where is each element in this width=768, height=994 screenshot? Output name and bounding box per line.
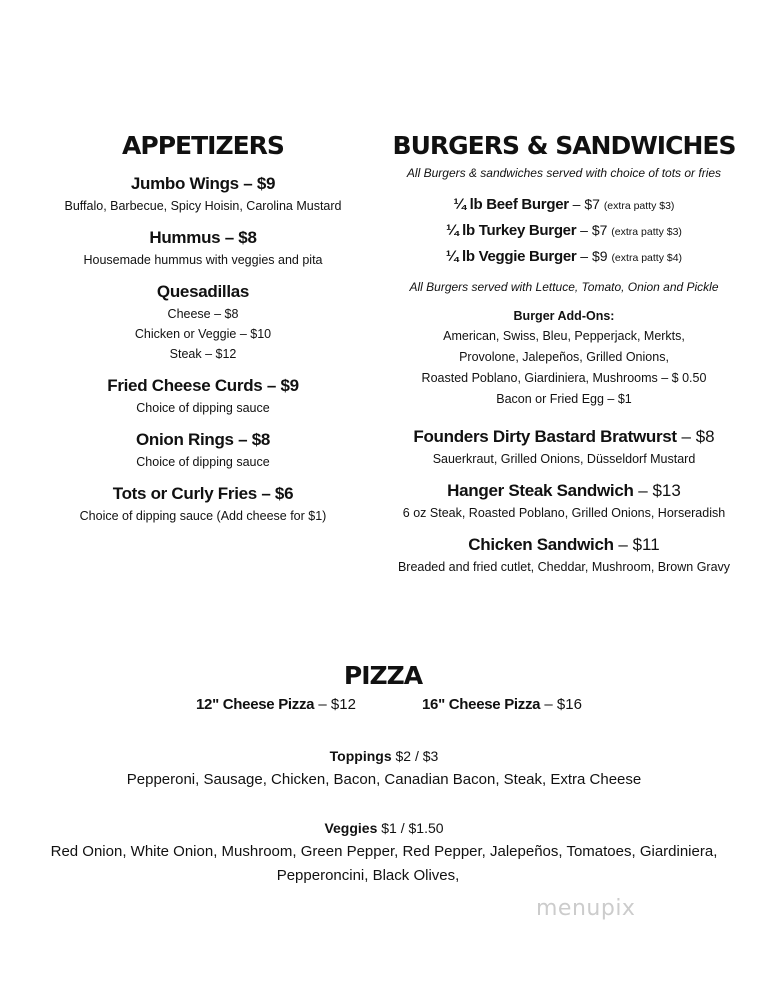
item-title: Chicken Sandwich [468, 535, 614, 554]
item-desc: Choice of dipping sauce (Add cheese for $1) [79, 509, 327, 523]
item-desc: Breaded and fried cutlet, Cheddar, Mushroom, Brown Gravy [397, 560, 731, 574]
burger-name: ¼ lb Turkey Burger [446, 222, 577, 239]
toppings-list: Pepperoni, Sausage, Chicken, Bacon, Canadian Bacon, Steak, Extra Cheese [126, 771, 642, 788]
menu-item-chicken-sandwich [388, 532, 740, 576]
addons-line: Provolone, Jalepeños, Grilled Onions, [459, 350, 669, 364]
menu-item-bratwurst [388, 424, 740, 468]
pizza-sizes [0, 696, 768, 722]
veggies-price: $1 / $1.50 [377, 820, 444, 836]
menu-item-hummus [18, 226, 388, 270]
burgers-served-note: All Burgers served with Lettuce, Tomato, Onion and Pickle [409, 280, 719, 294]
watermark-logo: menupix [536, 896, 636, 921]
menu-item-fried-cheese-curds [18, 374, 388, 418]
item-desc: 6 oz Steak, Roasted Poblano, Grilled Onions, Horseradish [402, 506, 726, 520]
pizza-section [0, 656, 768, 888]
pizza-size-price: – $12 [314, 696, 356, 713]
item-title: Founders Dirty Bastard Bratwurst [413, 427, 677, 446]
menu-item-tots-or-fries [18, 482, 388, 526]
item-title: Hummus – $8 [149, 228, 257, 247]
item-desc: Chicken or Veggie – $10 [134, 327, 272, 341]
item-price: – $11 [613, 535, 660, 554]
item-desc: Sauerkraut, Grilled Onions, Düsseldorf Mustard [432, 452, 696, 466]
burger-row-turkey [388, 218, 740, 244]
item-title: Fried Cheese Curds – $9 [107, 376, 299, 395]
addons-line: Roasted Poblano, Giardiniera, Mushrooms – $ 0.50 [421, 371, 707, 385]
item-title: Jumbo Wings – $9 [130, 174, 276, 193]
burger-extra: (extra patty $3) [603, 200, 675, 212]
burger-row-veggie [388, 244, 740, 270]
item-desc: Choice of dipping sauce [136, 401, 270, 415]
addons-title: Burger Add-Ons: [513, 309, 615, 323]
pizza-size-16 [422, 696, 582, 713]
menu-item-quesadillas [18, 280, 388, 364]
item-title: Tots or Curly Fries – $6 [112, 484, 294, 503]
pizza-size-name: 16" Cheese Pizza [422, 696, 541, 713]
burger-price: – $7 [568, 196, 600, 212]
veggies-label: Veggies [324, 820, 378, 836]
appetizers-section [18, 128, 388, 536]
item-title: Hanger Steak Sandwich [447, 481, 634, 500]
burgers-section [388, 128, 740, 586]
veggies-list-line2: Pepperoncini, Black Olives, [276, 867, 460, 884]
burgers-title: BURGERS & SANDWICHES [392, 131, 736, 160]
burgers-sides-note: All Burgers & sandwiches served with choice of tots or fries [406, 166, 722, 180]
item-desc: Buffalo, Barbecue, Spicy Hoisin, Carolina Mustard [64, 199, 342, 213]
item-title: Onion Rings – $8 [135, 430, 271, 449]
pizza-veggies [0, 816, 768, 888]
burger-extra: (extra patty $4) [611, 252, 683, 264]
veggies-list-line1: Red Onion, White Onion, Mushroom, Green Pepper, Red Pepper, Jalepeños, Tomatoes, Giardiniera, [50, 843, 718, 860]
burger-price: – $9 [576, 248, 608, 264]
burger-extra: (extra patty $3) [611, 226, 682, 238]
item-title: Quesadillas [156, 282, 250, 301]
pizza-title: PIZZA [343, 661, 423, 690]
menu-item-onion-rings [18, 428, 388, 472]
item-price: – $8 [676, 427, 715, 446]
addons-line: American, Swiss, Bleu, Pepperjack, Merkts, [443, 329, 685, 343]
pizza-toppings [0, 744, 768, 792]
burger-price: – $7 [576, 222, 608, 238]
pizza-size-12 [196, 696, 356, 713]
item-desc: Steak – $12 [169, 347, 237, 361]
menu-item-jumbo-wings [18, 172, 388, 216]
pizza-size-price: – $16 [540, 696, 582, 713]
pizza-size-name: 12" Cheese Pizza [196, 696, 315, 713]
toppings-price: $2 / $3 [391, 748, 439, 764]
menu-item-hanger-steak [388, 478, 740, 522]
burger-row-beef [388, 192, 740, 218]
addons-line: Bacon or Fried Egg – $1 [496, 392, 632, 406]
item-desc: Housemade hummus with veggies and pita [83, 253, 323, 267]
burger-name: ¼ lb Beef Burger [453, 196, 569, 213]
toppings-label: Toppings [329, 748, 392, 764]
burger-name: ¼ lb Veggie Burger [445, 248, 577, 265]
item-price: – $13 [633, 481, 681, 500]
item-desc: Cheese – $8 [167, 307, 239, 321]
appetizers-title: APPETIZERS [122, 131, 284, 160]
item-desc: Choice of dipping sauce [136, 455, 270, 469]
